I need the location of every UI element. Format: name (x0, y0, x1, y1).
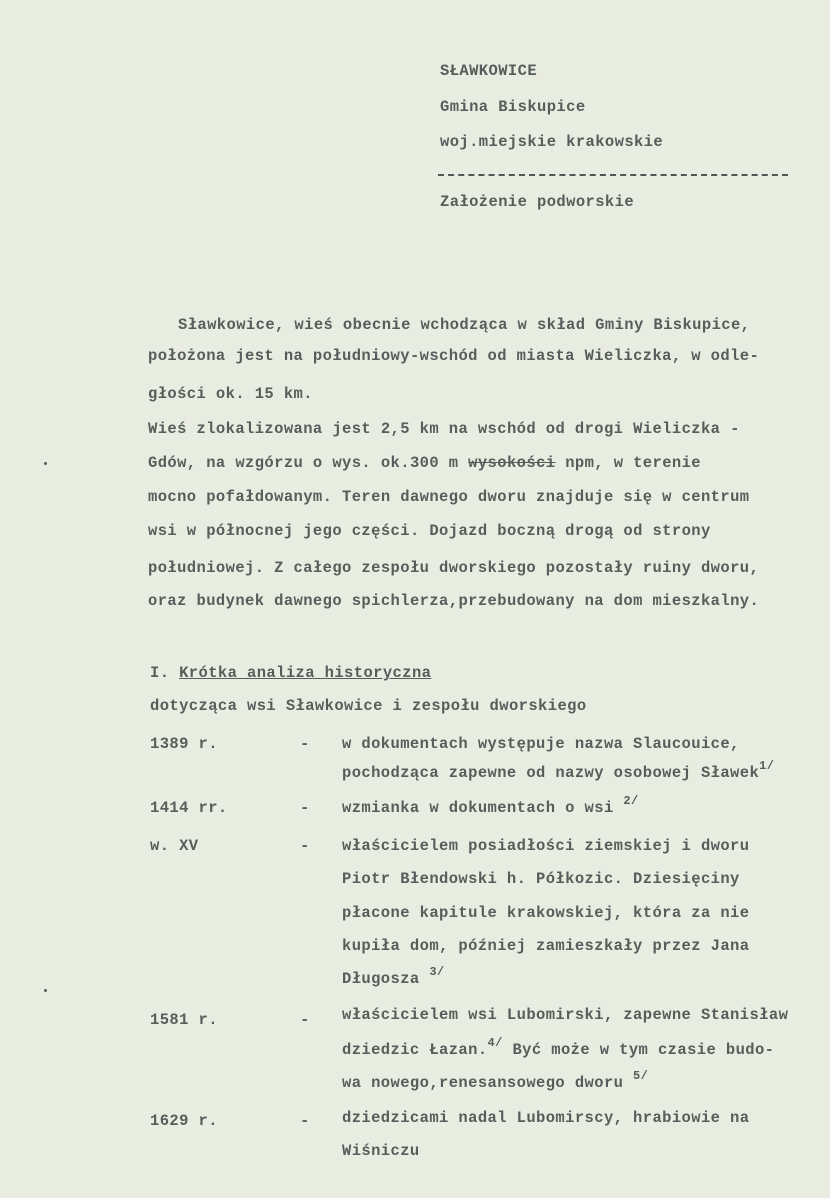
footnote-ref: 1/ (759, 759, 775, 773)
entry-text: właścicielem posiadłości ziemskiej i dworu (342, 837, 750, 855)
intro-text: npm, w terenie (565, 454, 702, 472)
intro-text: Gdów, na wzgórzu o wys. ok.300 m (148, 454, 459, 472)
commune-name: Gmina Biskupice (440, 98, 586, 116)
footnote-ref: 5/ (633, 1069, 649, 1083)
intro-line: Wieś zlokalizowana jest 2,5 km na wschód od drogi Wieliczka - (148, 420, 740, 438)
intro-line: Sławkowice, wieś obecnie wchodząca w skład Gminy Biskupice, (178, 316, 751, 334)
entry-text-part: wa nowego,renesansowego dworu (342, 1074, 624, 1092)
paper-speck (44, 989, 47, 992)
entry-text-part: Długosza (342, 970, 420, 988)
section-heading (150, 664, 431, 682)
entry-text: w dokumentach występuje nazwa Slaucouice, (342, 735, 740, 753)
entry-dash: - (300, 1011, 310, 1029)
entry-text (342, 1036, 775, 1059)
entry-dash: - (300, 735, 310, 753)
entry-text-part: pochodząca zapewne od nazwy osobowej Sławek (342, 764, 760, 782)
intro-line: wsi w północnej jego części. Dojazd boczną drogą od strony (148, 522, 711, 540)
entry-dash: - (300, 799, 310, 817)
header-divider (438, 174, 788, 176)
entry-dash: - (300, 837, 310, 855)
footnote-ref: 3/ (429, 965, 445, 979)
entry-date: 1581 r. (150, 1011, 218, 1029)
entry-date: w. XV (150, 837, 199, 855)
intro-line: położona jest na południowy-wschód od miasta Wieliczka, w odle- (148, 347, 760, 365)
footnote-ref: 2/ (623, 794, 639, 808)
document-subtitle: Założenie podworskie (440, 193, 635, 211)
intro-line: mocno pofałdowanym. Teren dawnego dworu znajduje się w centrum (148, 488, 750, 506)
entry-text-part: Być może w tym czasie budo- (512, 1041, 775, 1059)
footnote-ref: 4/ (487, 1036, 503, 1050)
entry-text-part: wzmianka w dokumentach o wsi (342, 799, 614, 817)
entry-text (342, 965, 445, 988)
entry-text: Piotr Błendowski h. Półkozic. Dziesięciny (342, 870, 740, 888)
intro-line: głości ok. 15 km. (148, 385, 313, 403)
section-number: I. (150, 664, 170, 682)
voivodeship-name: woj.miejskie krakowskie (440, 133, 664, 151)
entry-date: 1629 r. (150, 1112, 218, 1130)
entry-text (342, 1069, 649, 1092)
section-title: Krótka analiza historyczna (179, 664, 432, 682)
entry-dash: - (300, 1112, 310, 1130)
intro-line: południowej. Z całego zespołu dworskiego pozostały ruiny dworu, (148, 559, 760, 577)
village-name: SŁAWKOWICE (440, 62, 538, 80)
intro-line (148, 454, 701, 472)
entry-text: płacone kapitule krakowskiej, która za nie (342, 904, 750, 922)
paper-speck (44, 462, 47, 465)
entry-text-part: dziedzic Łazan. (342, 1041, 488, 1059)
entry-date: 1389 r. (150, 735, 218, 753)
entry-text: kupiła dom, później zamieszkały przez Jana (342, 937, 750, 955)
entry-text: właścicielem wsi Lubomirski, zapewne Stanisław (342, 1006, 789, 1024)
section-subtitle: dotycząca wsi Sławkowice i zespołu dworskiego (150, 697, 587, 715)
entry-date: 1414 rr. (150, 799, 228, 817)
entry-text (342, 794, 639, 817)
entry-text: Wiśniczu (342, 1142, 420, 1160)
entry-text: dziedzicami nadal Lubomirscy, hrabiowie na (342, 1109, 750, 1127)
entry-text (342, 759, 775, 782)
intro-line: oraz budynek dawnego spichlerza,przebudowany na dom mieszkalny. (148, 592, 760, 610)
struck-word: wysokości (468, 454, 556, 472)
